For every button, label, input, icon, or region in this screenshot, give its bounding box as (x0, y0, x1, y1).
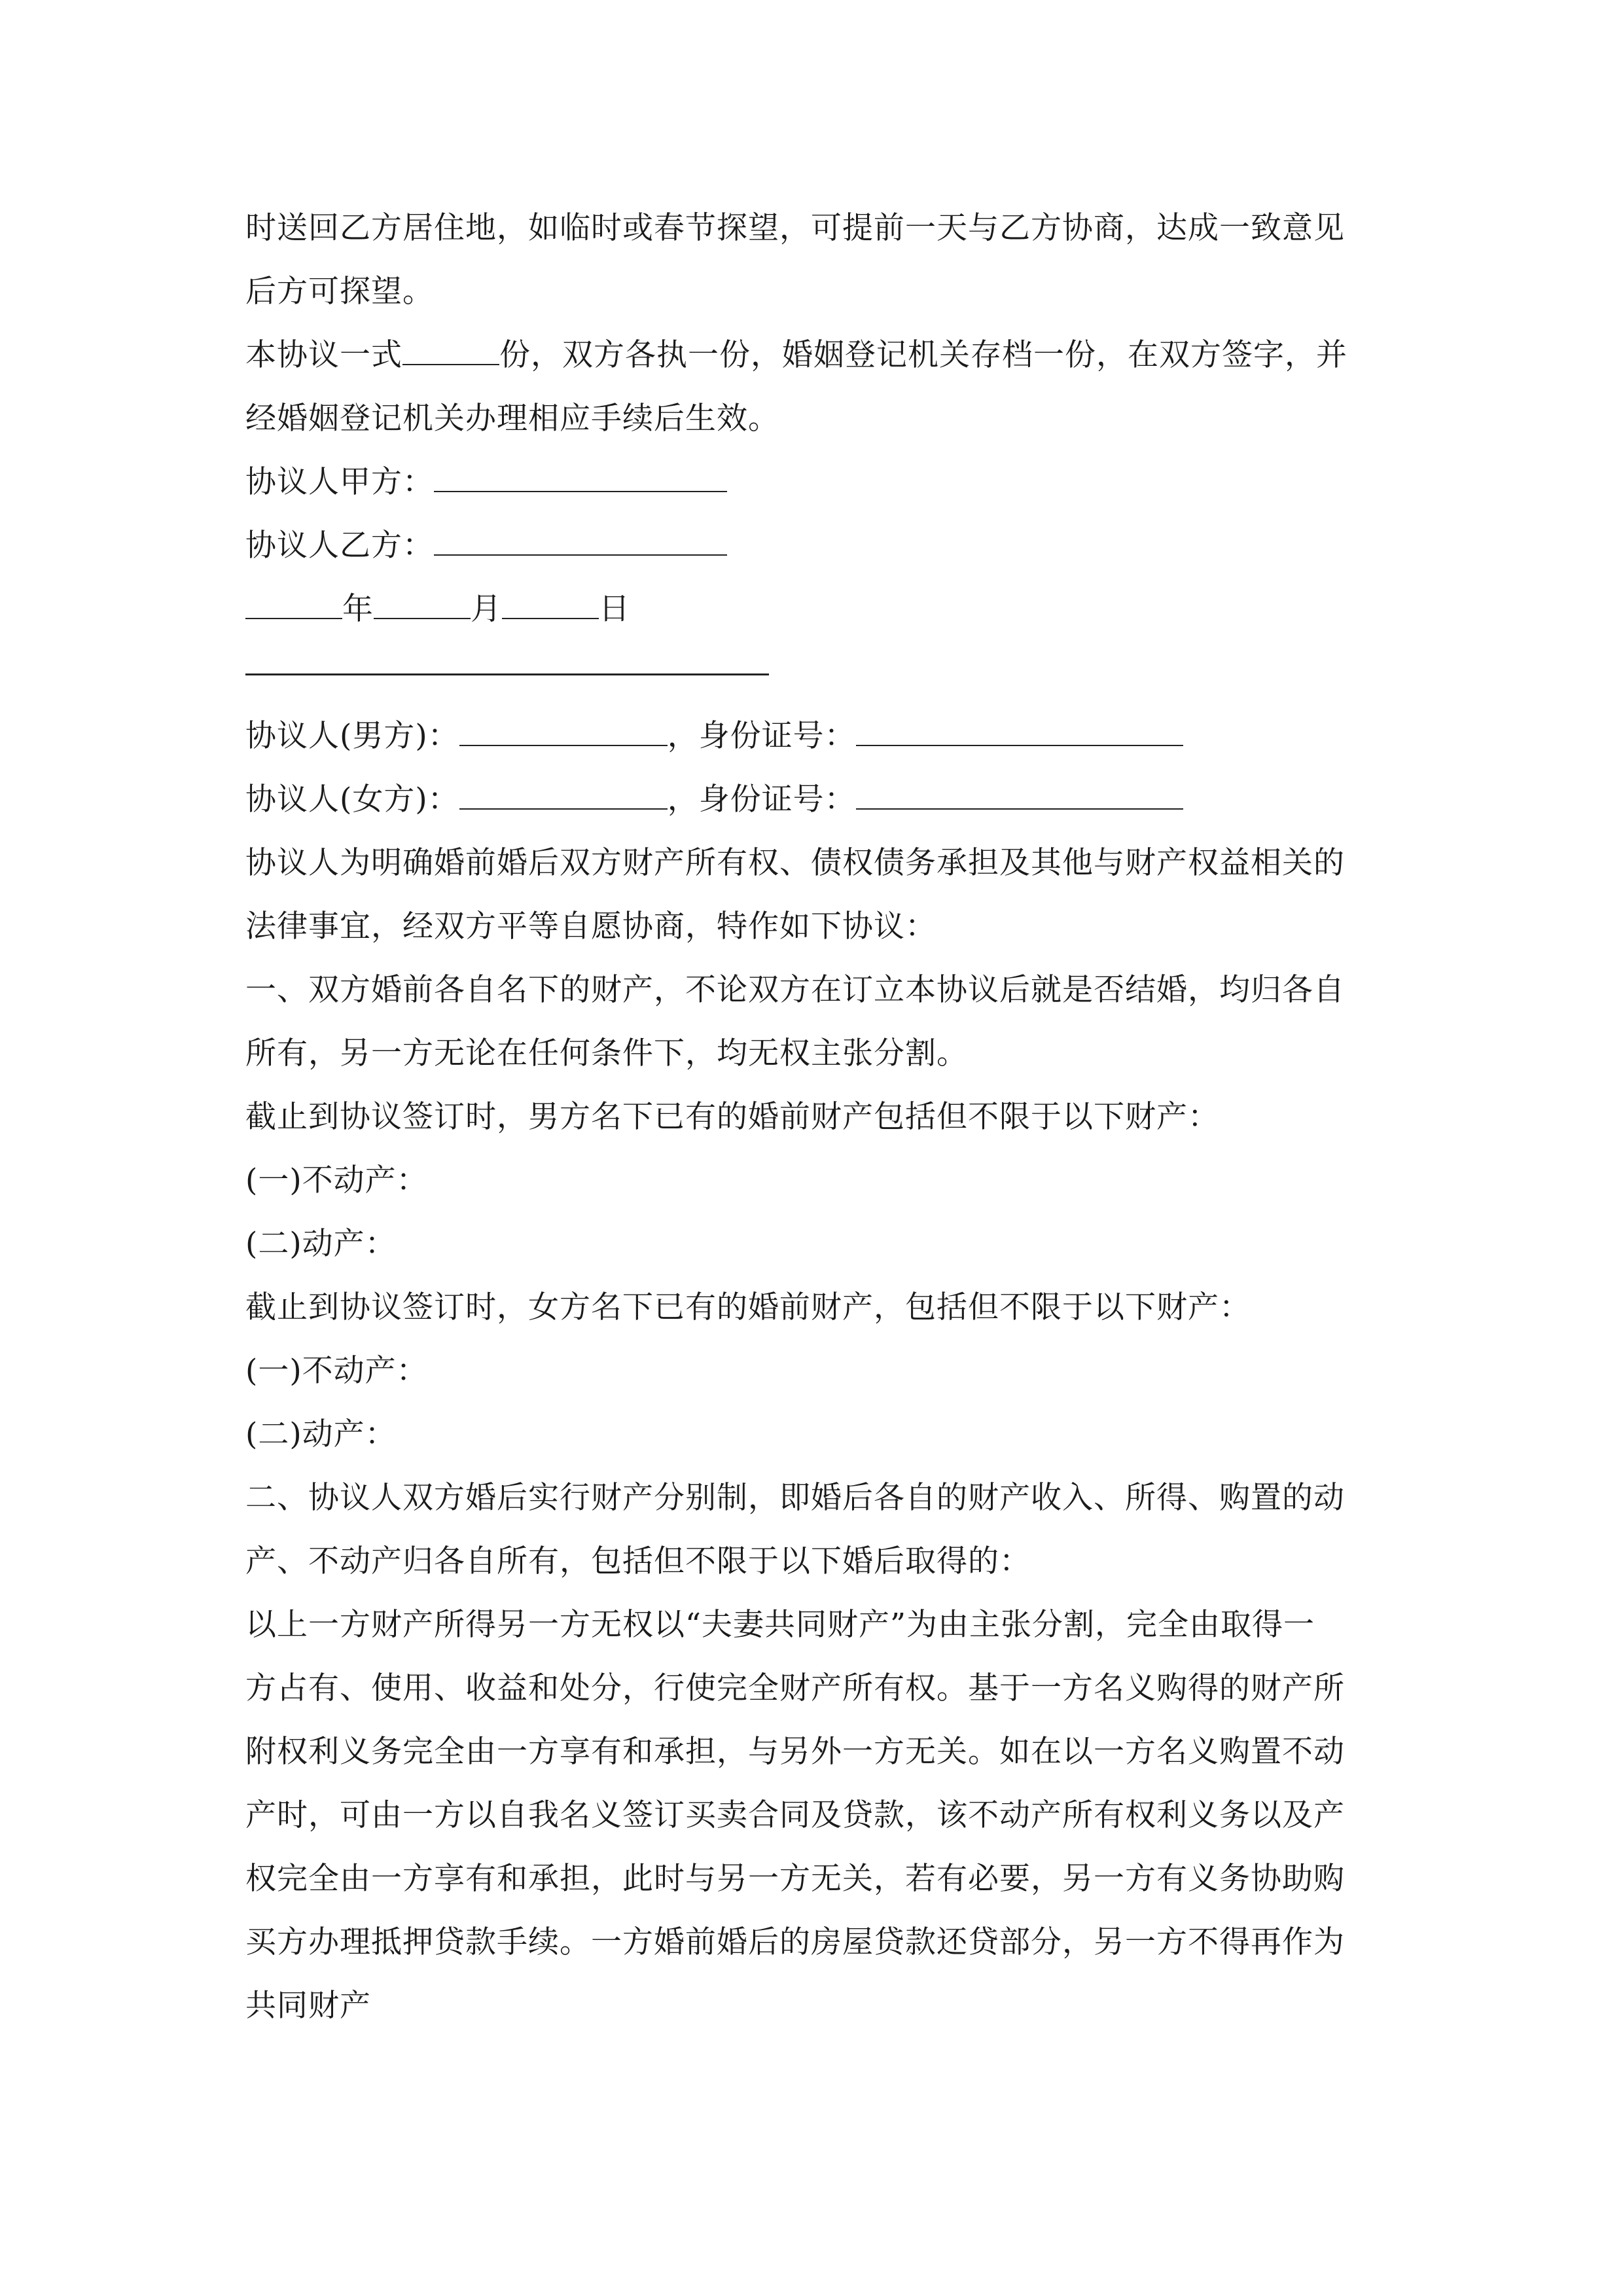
paragraph-line: 买方办理抵押贷款手续。一方婚前婚后的房屋贷款还贷部分，另一方不得再作为 (245, 1924, 1345, 1960)
paragraph-line: 产、不动产归各自所有，包括但不限于以下婚后取得的： (245, 1543, 1031, 1579)
paragraph-line: 时送回乙方居住地，如临时或春节探望，可提前一天与乙方协商，达成一致意见 (245, 210, 1345, 246)
party-a-label: 协议人甲方： (245, 464, 434, 500)
male-id-label: 身份证号： (698, 718, 856, 754)
date-line (245, 577, 1378, 641)
day-label: 日 (599, 591, 630, 627)
party-a-blank (434, 452, 727, 492)
year-label: 年 (342, 591, 374, 627)
year-blank (245, 579, 342, 619)
female-party-line (245, 768, 1378, 831)
paragraph-line: 方占有、使用、收益和处分，行使完全财产所有权。基于一方名义购得的财产所 (245, 1670, 1345, 1706)
male-name-blank (459, 706, 668, 746)
copies-count-blank (402, 325, 499, 365)
document-body (245, 196, 1378, 2037)
party-b-signature (245, 514, 1378, 577)
party-a-signature (245, 450, 1378, 514)
paragraph-line: 截止到协议签订时，男方名下已有的婚前财产包括但不限于以下财产： (245, 1099, 1219, 1135)
female-id-label: 身份证号： (698, 781, 856, 817)
month-blank (374, 579, 471, 619)
comma: ， (667, 781, 699, 817)
month-label: 月 (471, 591, 502, 627)
list-item: (一)不动产： (245, 1353, 428, 1389)
paragraph-line: 二、协议人双方婚后实行财产分别制，即婚后各自的财产收入、所得、购置的动 (245, 1480, 1345, 1516)
copies-prefix: 本协议一式 (245, 337, 402, 373)
paragraph-line: 以上一方财产所得另一方无权以“夫妻共同财产”为由主张分割，完全由取得一 (245, 1607, 1315, 1643)
male-party-line (245, 704, 1378, 768)
female-name-blank (459, 769, 668, 810)
paragraph-line: 附权利义务完全由一方享有和承担，与另外一方无关。如在以一方名义购置不动 (245, 1734, 1345, 1770)
paragraph-line: 经婚姻登记机关办理相应手续后生效。 (245, 401, 779, 437)
paragraph-line: 产时，可由一方以自我名义签订买卖合同及贷款，该不动产所有权利义务以及产 (245, 1797, 1345, 1833)
comma: ， (667, 718, 699, 754)
paragraph-line: 法律事宜，经双方平等自愿协商，特作如下协议： (245, 908, 936, 944)
list-item: (一)不动产： (245, 1162, 428, 1198)
party-b-label: 协议人乙方： (245, 528, 434, 564)
party-b-blank (434, 515, 727, 556)
copies-clause (245, 323, 1378, 387)
male-id-blank (856, 706, 1183, 746)
paragraph-line: 一、双方婚前各自名下的财产，不论双方在订立本协议后就是否结婚，均归各自 (245, 972, 1345, 1008)
paragraph-line: 共同财产 (245, 1988, 371, 2024)
copies-suffix: 份，双方各执一份，婚姻登记机关存档一份，在双方签字，并 (499, 337, 1347, 373)
paragraph-line: 权完全由一方享有和承担，此时与另一方无关，若有必要，另一方有义务协助购 (245, 1861, 1345, 1897)
list-item: (二)动产： (245, 1416, 397, 1452)
day-blank (502, 579, 599, 619)
female-party-label: 协议人(女方)： (245, 781, 459, 817)
list-item: (二)动产： (245, 1226, 397, 1262)
paragraph-line: 截止到协议签订时，女方名下已有的婚前财产，包括但不限于以下财产： (245, 1289, 1251, 1325)
paragraph-line: 后方可探望。 (245, 274, 434, 310)
paragraph-line: 协议人为明确婚前婚后双方财产所有权、债权债务承担及其他与财产权益相关的 (245, 845, 1345, 881)
paragraph-line: 所有，另一方无论在任何条件下，均无权主张分割。 (245, 1035, 968, 1071)
section-divider (245, 641, 1378, 704)
male-party-label: 协议人(男方)： (245, 718, 459, 754)
female-id-blank (856, 769, 1183, 810)
